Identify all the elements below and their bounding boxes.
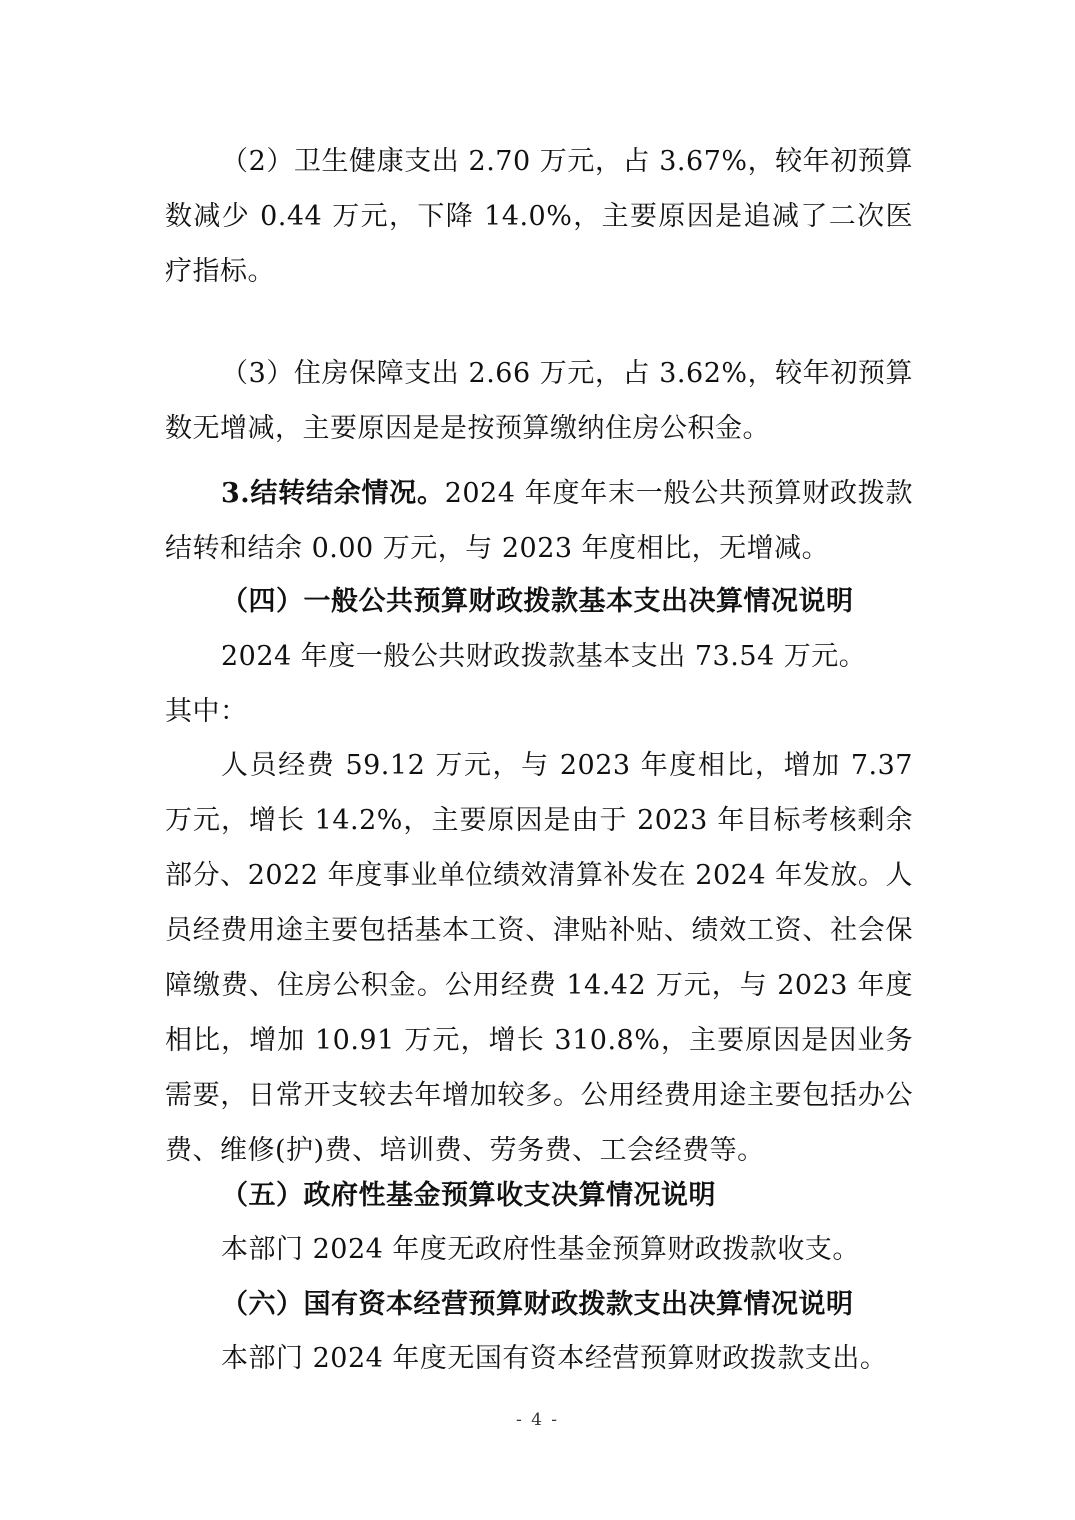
carryover-lead: 3.结转结余情况。 (221, 478, 445, 509)
paragraph-health-expenditure: （2）卫生健康支出 2.70 万元，占 3.67%，较年初预算数减少 0.44 万元，下降 14.0%，主要原因是追减了二次医疗指标。 (165, 146, 913, 287)
heading-basic-expenditure: （四）一般公共预算财政拨款基本支出决算情况说明 (221, 586, 854, 617)
heading-state-capital: （六）国有资本经营预算财政拨款支出决算情况说明 (221, 1289, 854, 1320)
paragraph-housing-expenditure: （3）住房保障支出 2.66 万元，占 3.62%，较年初预算数无增减，主要原因是是按预算缴纳住房公积金。 (165, 358, 913, 444)
heading-government-fund: （五）政府性基金预算收支决算情况说明 (221, 1180, 716, 1211)
paragraph-government-fund: 本部门 2024 年度无政府性基金预算财政拨款收支。 (221, 1234, 860, 1265)
carryover-text: 2024 年度年末一般公共预算财政拨款结转和结余 0.00 万元，与 2023 年度相比，无增减。 (165, 478, 914, 564)
paragraph-carryover (165, 466, 913, 576)
paragraph-basic-expenditure-total: 2024 年度一般公共财政拨款基本支出 73.54 万元。 (221, 641, 867, 672)
paragraph-state-capital: 本部门 2024 年度无国有资本经营预算财政拨款支出。 (221, 1343, 888, 1374)
page-number: - 4 - (515, 1410, 560, 1430)
paragraph-among-them: 其中： (165, 696, 248, 727)
paragraph-personnel-public-expenses: 人员经费 59.12 万元，与 2023 年度相比，增加 7.37 万元，增长 14.2%，主要原因是由于 2023 年目标考核剩余部分、2022 年度事业单位绩效清算补发在 2024 年发放。人员经费用途主要包括基本工资、津贴补贴、绩效工资、社会保障缴费、住房公积金。公用经费 14.42 万元，与 2023 年度相比，增加 10.91 万元，增长 310.8%，主要原因是因业务需要，日常开支较去年增加较多。公用经费用途主要包括办公费、维修(护)费、培训费、劳务费、工会经费等。 (165, 750, 913, 1166)
